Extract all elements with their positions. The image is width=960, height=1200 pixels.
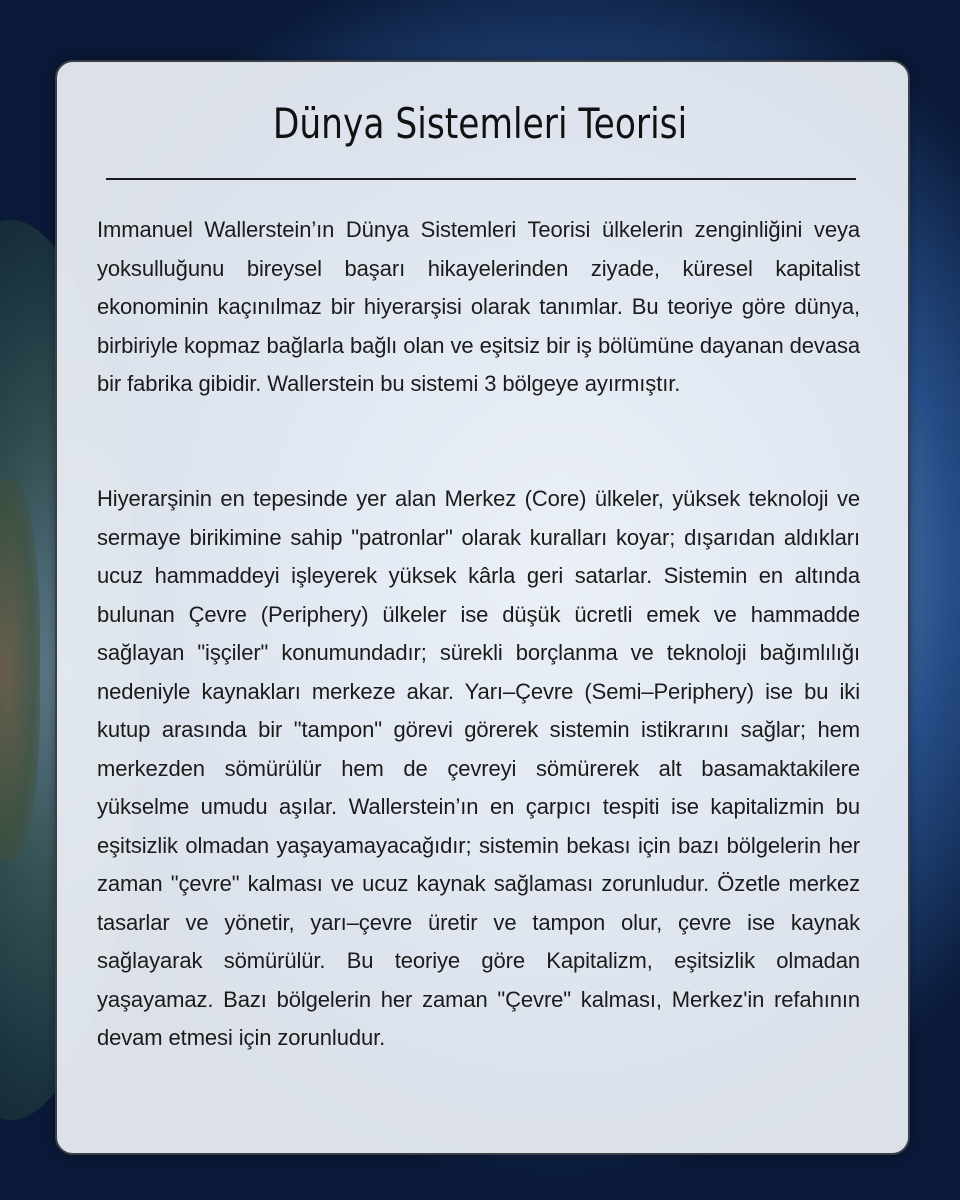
paragraph-intro: Immanuel Wallerstein’ın Dünya Sistemleri Teorisi ülkelerin zenginliğini veya yoksulluğunu bireysel başarı hikayelerinden ziyade, küresel kapitalist ekonominin kaçınılmaz bir hiyerarşisi olarak tanımlar. Bu teoriye göre dünya, birbiriyle kopmaz bağlarla bağlı olan ve eşitsiz bir iş bölümüne dayanan devasa bir fabrika gibidir. Wallerstein bu sistemi 3 bölgeye ayırmıştır. — [97, 217, 860, 396]
title-divider — [106, 178, 856, 180]
paragraph-hierarchy: Hiyerarşinin en tepesinde yer alan Merkez (Core) ülkeler, yüksek teknoloji ve sermaye birikimine sahip "patronlar" olarak kuralları koyar; dışarıdan aldıkları ucuz hammaddeyi işleyerek yüksek kârla geri satarlar. Sistemin en altında bulunan Çevre (Periphery) ülkeler ise düşük ücretli emek ve hammadde sağlayan "işçiler" konumundadır; sürekli borçlanma ve teknoloji bağımlılığı nedeniyle kaynakları merkeze akar. Yarı–Çevre (Semi–Periphery) ise bu iki kutup arasında bir "tampon" görevi görerek sistemin istikrarını sağlar; hem merkezden sömürülür hem de çevreyi sömürerek alt basamaktakilere yükselme umudu aşılar. Wallerstein’ın en çarpıcı tespiti ise kapitalizmin bu eşitsizlik olmadan yaşayamayacağıdır; sistemin bekası için bazı bölgelerin her zaman "çevre" kalması ve ucuz kaynak sağlaması zorunludur. Özetle merkez tasarlar ve yönetir, yarı–çevre üretir ve tampon olur, çevre ise kaynak sağlayarak sömürülür. Bu teoriye göre Kapitalizm, eşitsizlik olmadan yaşayamaz. Bazı bölgelerin her zaman "Çevre" kalması, Merkez'in refahının devam etmesi için zorunludur. — [97, 486, 860, 1050]
page-title: Dünya Sistemleri Teorisi — [272, 99, 688, 148]
